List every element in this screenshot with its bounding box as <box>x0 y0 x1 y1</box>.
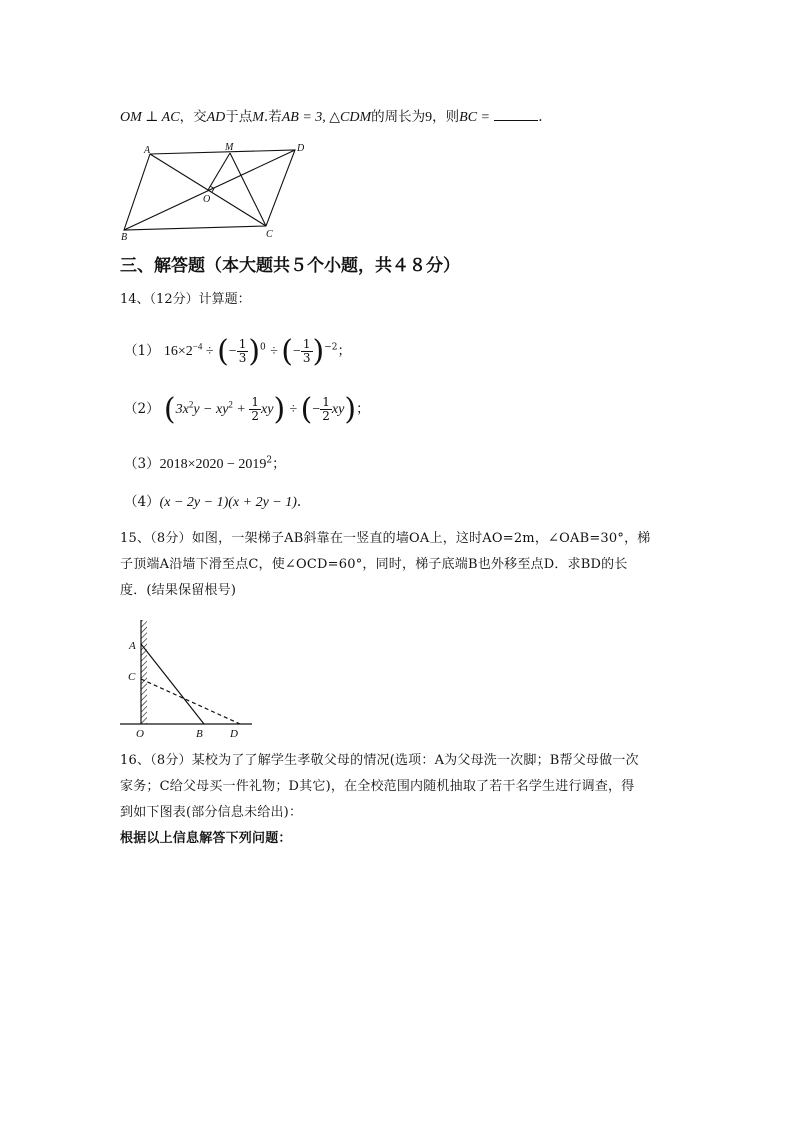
label-c: C <box>266 229 273 240</box>
q14-part3: $(3)2018\times 2020 - 2019^2$； <box>124 455 286 472</box>
label-b: B <box>121 232 128 242</box>
label-b: B <box>196 728 203 740</box>
q14-part1: （1） $16\times 2^{-4}$ ÷ (− $\frac{1}{3}$ )$^0$ ÷ (− $\frac{1}{3}$ )$^{-2}$； <box>124 334 352 369</box>
q15-text: 15、（8分）如图，一架梯子AB斜靠在一竖直的墙OA上，这时AO=2m，∠OAB=30°，梯 子顶端A沿墙下滑至点C，使∠OCD=60°，同时，梯子底端B也外移至点D．求BD的长 度．(结果保留根号) <box>120 531 651 598</box>
ladder-figure <box>118 616 258 740</box>
q14-part4: （4）(x − 2y − 1)(x + 2y − 1). <box>124 494 302 510</box>
label-o: O <box>136 728 144 740</box>
q13-ask: BC = <box>459 110 490 125</box>
q14-part2: （2） ($3x^2y - xy^2$ + $\frac{1}{2}$ xy) ÷ (− $\frac{1}{2}$ xy)； <box>124 392 370 427</box>
parallelogram-figure <box>118 140 318 242</box>
q13-text-line: OM ⊥ AC，交AD于点M.若AB = 3, △CDM的周长为9，则BC = . <box>120 109 543 125</box>
answer-blank[interactable] <box>494 108 538 121</box>
ladder-cd <box>141 679 240 724</box>
label-d: D <box>297 143 305 154</box>
q14-header: 14、（12分）计算题： <box>120 292 251 307</box>
label-m: M <box>225 142 234 153</box>
label-a: A <box>129 640 136 652</box>
q13-given: AB = 3, △CDM <box>281 110 372 125</box>
label-a: A <box>144 145 151 156</box>
label-o: O <box>203 194 211 205</box>
ladder-ab <box>141 644 204 724</box>
section-title: 三、解答题（本大题共５个小题，共４８分） <box>120 256 460 276</box>
segment-om <box>208 153 230 190</box>
q13-condition: OM ⊥ AC <box>120 110 180 125</box>
label-d: D <box>230 728 238 740</box>
wall-hatching <box>141 620 147 724</box>
q16-text: 16、（8分）某校为了了解学生孝敬父母的情况(选项：A为父母洗一次脚；B帮父母做一次 家务；C给父母买一件礼物；D其它)，在全校范围内随机抽取了若干名学生进行调查，得 到如下图表(部分信息未给出)： 根据以上信息解答下列问题： <box>120 753 639 846</box>
label-c: C <box>128 671 136 683</box>
